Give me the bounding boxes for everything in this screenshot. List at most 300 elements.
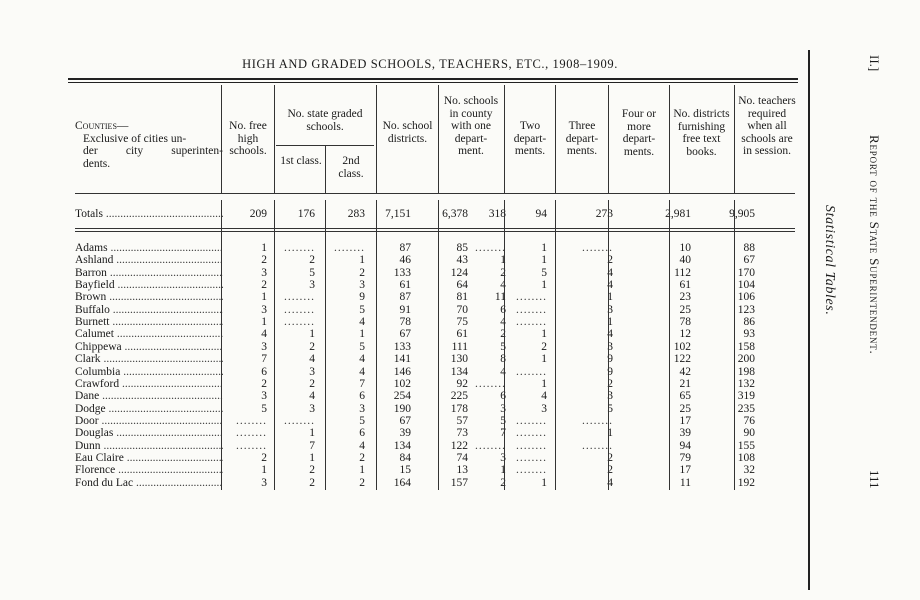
table-cell [464, 440, 506, 452]
table-cell: 32 [743, 464, 755, 477]
column-divider [325, 145, 326, 193]
table-cell [561, 440, 613, 452]
table-cell: 104 [737, 279, 755, 292]
table-cell: 7 [261, 353, 267, 366]
table-cell: 10 [679, 242, 691, 254]
empty-cell-leader: ........ [582, 439, 613, 452]
column-divider [555, 200, 556, 490]
county-name: Barron ..... [75, 267, 223, 279]
table-cell: 4 [541, 390, 547, 403]
table-cell [221, 440, 267, 452]
empty-cell-leader: ........ [475, 439, 506, 452]
table-cell: 65 [679, 390, 691, 403]
table-cell: 75 [456, 316, 468, 329]
page-title: HIGH AND GRADED SCHOOLS, TEACHERS, ETC., 1908–1909. [242, 57, 618, 71]
table-cell: 111 [451, 340, 468, 353]
table-cell: 4 [607, 266, 613, 279]
table-cell: 4 [261, 328, 267, 341]
table-cell: 40 [679, 254, 691, 267]
table-cell: 79 [679, 451, 691, 464]
table-cell: 84 [399, 451, 411, 464]
table-cell: 3 [607, 390, 613, 403]
graded-divider [276, 145, 374, 146]
table-cell: 25 [679, 303, 691, 316]
table-cell: 2 [261, 451, 267, 464]
header-second-class: 2nd class. [338, 155, 364, 180]
table-cell: 3 [309, 279, 315, 292]
totals-label: Totals ..... [75, 208, 223, 220]
table-cell: 170 [737, 266, 755, 279]
table-cell: 1 [607, 316, 613, 329]
table-cell: 7 [309, 439, 315, 452]
table-cell: 318 [488, 208, 506, 220]
table-cell: 9 [359, 291, 365, 304]
table-cell: 1 [541, 353, 547, 366]
table-cell: 6,378 [442, 208, 468, 220]
table-cell: 6 [500, 303, 506, 316]
table-cell: 17 [679, 414, 691, 427]
empty-cell-leader: ........ [582, 414, 613, 427]
table-cell: 141 [393, 353, 411, 366]
table-cell: 4 [500, 365, 506, 378]
table-cell: 61 [399, 279, 411, 292]
table-cell: 92 [456, 377, 468, 390]
table-cell: 225 [450, 390, 468, 403]
table-cell: 2 [359, 476, 365, 489]
table-cell: 190 [393, 402, 411, 415]
table-cell: 2 [309, 476, 315, 489]
empty-cell-leader: ........ [516, 303, 547, 316]
table-cell: 1 [309, 451, 315, 464]
counties-sub1: Exclusive of cities un- [83, 132, 187, 145]
county-name: Calumet ..... [75, 328, 223, 340]
table-cell: 9 [607, 365, 613, 378]
table-cell: 2 [500, 476, 506, 489]
table-cell: 46 [399, 254, 411, 267]
county-name: Dodge ..... [75, 403, 223, 415]
empty-cell-leader: ........ [236, 439, 267, 452]
header-teachers: No. teachers required when all schools are in session. [738, 95, 796, 157]
table-cell: 2 [500, 328, 506, 341]
table-cell: 178 [450, 402, 468, 415]
table-cell: 157 [450, 476, 468, 489]
table-cell: 319 [737, 390, 755, 403]
table-cell: 3 [309, 402, 315, 415]
table-cell: 5 [261, 402, 267, 415]
table-cell: 4 [359, 439, 365, 452]
table-cell: 11 [494, 291, 506, 304]
table-cell: 6 [500, 390, 506, 403]
table-cell: 4 [309, 390, 315, 403]
table-cell: 2 [261, 254, 267, 267]
table-cell: 25 [679, 402, 691, 415]
table-cell: 64 [456, 279, 468, 292]
table-cell: 2 [261, 279, 267, 292]
table-cell: 122 [673, 353, 691, 366]
table-cell: 1 [359, 328, 365, 341]
table-cell: 192 [737, 476, 755, 489]
table-cell: 61 [679, 279, 691, 292]
empty-cell-leader: ........ [516, 464, 547, 477]
table-cell: 2,981 [665, 208, 691, 220]
column-divider [221, 200, 222, 490]
table-cell: 2 [309, 464, 315, 477]
table-cell: 6 [261, 365, 267, 378]
empty-cell-leader: ........ [284, 242, 315, 254]
section-title: Statistical Tables. [822, 205, 837, 316]
empty-cell-leader: ........ [236, 427, 267, 440]
table-cell: 164 [393, 476, 411, 489]
table-cell: 94 [679, 439, 691, 452]
table-cell: 3 [261, 476, 267, 489]
table-cell: 3 [261, 340, 267, 353]
column-divider [504, 200, 505, 490]
table-cell: 2 [500, 266, 506, 279]
column-divider [504, 85, 505, 193]
table-cell: 2 [607, 464, 613, 477]
column-divider [376, 200, 377, 490]
table-cell: 11 [679, 476, 691, 489]
table-cell [505, 316, 547, 328]
table-cell: 13 [456, 464, 468, 477]
page-number: 111 [867, 470, 882, 489]
table-cell [269, 316, 315, 328]
table-cell: 4 [309, 353, 315, 366]
table-cell [505, 440, 547, 452]
header-state-graded: No. state graded schools. [287, 108, 363, 133]
table-cell [269, 304, 315, 316]
table-cell: 81 [456, 291, 468, 304]
table-cell: 133 [393, 266, 411, 279]
column-divider [608, 85, 609, 193]
table-cell [505, 304, 547, 316]
table-cell: 1 [261, 242, 267, 254]
column-divider [438, 200, 439, 490]
table-cell: 94 [535, 208, 547, 220]
table-cell: 133 [393, 340, 411, 353]
empty-cell-leader: ........ [334, 242, 365, 254]
column-divider [274, 200, 275, 490]
table-cell [505, 366, 547, 378]
table-cell: 5 [541, 266, 547, 279]
counties-head: Counties— [75, 120, 129, 132]
sidebar-rule [808, 50, 810, 590]
table-cell: 3 [607, 340, 613, 353]
column-divider [669, 85, 670, 193]
empty-cell-leader: ........ [516, 427, 547, 440]
county-name: Chippewa ..... [75, 341, 223, 353]
table-cell: 4 [607, 328, 613, 341]
table-cell: 1 [541, 328, 547, 341]
table-cell: 1 [541, 242, 547, 254]
table-cell: 1 [261, 464, 267, 477]
part-marker: II.] [867, 55, 882, 72]
county-name: Dane ..... [75, 390, 223, 402]
table-cell [505, 415, 547, 427]
table-cell: 86 [743, 316, 755, 329]
totals-rule [75, 228, 795, 229]
column-divider [376, 85, 377, 193]
table-cell: 176 [297, 208, 315, 220]
column-divider [669, 200, 670, 490]
header-one-dept: No. schools in county with one depart- ment. [443, 95, 499, 157]
table-cell: 122 [450, 439, 468, 452]
table-cell: 67 [399, 414, 411, 427]
county-name: Brown ..... [75, 291, 223, 303]
table-cell: 200 [737, 353, 755, 366]
table-cell: 209 [249, 208, 267, 220]
table-cell: 102 [393, 377, 411, 390]
column-divider [438, 85, 439, 193]
empty-cell-leader: ........ [516, 451, 547, 464]
table-cell: 1 [359, 254, 365, 267]
county-name: Columbia ..... [75, 366, 223, 378]
empty-cell-leader: ........ [516, 439, 547, 452]
table-cell: 155 [737, 439, 755, 452]
table-cell [269, 291, 315, 303]
column-divider [734, 200, 735, 490]
table-cell: 5 [359, 303, 365, 316]
table-cell [505, 452, 547, 464]
county-name: Crawford ..... [75, 378, 223, 390]
table-cell: 67 [743, 254, 755, 267]
empty-cell-leader: ........ [475, 242, 506, 254]
table-cell: 283 [347, 208, 365, 220]
empty-cell-leader: ........ [284, 303, 315, 316]
table-cell: 4 [607, 279, 613, 292]
table-cell: 273 [595, 208, 613, 220]
table-cell: 5 [359, 340, 365, 353]
table-cell: 91 [399, 303, 411, 316]
table-cell: 146 [393, 365, 411, 378]
table-cell: 88 [743, 242, 755, 254]
table-cell: 112 [674, 266, 691, 279]
table-cell: 39 [399, 427, 411, 440]
column-divider [274, 85, 275, 193]
table-cell: 7 [359, 377, 365, 390]
table-cell: 93 [743, 328, 755, 341]
empty-cell-leader: ........ [516, 316, 547, 329]
table-cell [561, 415, 613, 427]
table-cell: 2 [359, 266, 365, 279]
table-cell: 8 [500, 353, 506, 366]
table-cell: 2 [607, 377, 613, 390]
table-cell: 2 [359, 451, 365, 464]
table-cell: 2 [309, 340, 315, 353]
table-cell: 130 [450, 353, 468, 366]
table-cell: 5 [607, 402, 613, 415]
table-cell: 76 [743, 414, 755, 427]
table-cell: 5 [359, 414, 365, 427]
county-name: Ashland ..... [75, 254, 223, 266]
header-four-dept: Four or more depart- ments. [621, 108, 657, 158]
county-name: Clark ..... [75, 353, 223, 365]
table-cell: 198 [737, 365, 755, 378]
table-cell: 6 [359, 390, 365, 403]
table-cell: 3 [500, 451, 506, 464]
header-rule [68, 78, 798, 80]
empty-cell-leader: ........ [516, 291, 547, 304]
table-cell: 9,905 [729, 208, 755, 220]
counties-header [75, 120, 223, 170]
column-divider [555, 85, 556, 193]
table-cell: 2 [309, 377, 315, 390]
header-three-dept: Three depart- ments. [565, 120, 599, 157]
table-cell: 2 [261, 377, 267, 390]
table-cell [505, 427, 547, 439]
table-cell [269, 415, 315, 427]
table-cell: 87 [399, 291, 411, 304]
table-cell: 4 [607, 476, 613, 489]
county-name: Door ..... [75, 415, 223, 427]
table-cell: 85 [456, 242, 468, 254]
table-cell: 42 [679, 365, 691, 378]
table-cell: 3 [541, 402, 547, 415]
table-cell: 1 [607, 291, 613, 304]
table-cell: 2 [541, 340, 547, 353]
table-cell: 5 [500, 340, 506, 353]
table-cell [464, 242, 506, 254]
column-divider [608, 200, 609, 490]
empty-cell-leader: ........ [516, 414, 547, 427]
table-cell [505, 291, 547, 303]
county-name: Fond du Lac ..... [75, 477, 223, 489]
table-cell: 1 [359, 464, 365, 477]
table-cell: 4 [500, 279, 506, 292]
empty-cell-leader: ........ [582, 242, 613, 254]
table-cell: 1 [261, 316, 267, 329]
table-cell: 1 [500, 254, 506, 267]
table-cell: 235 [737, 402, 755, 415]
table-cell: 23 [679, 291, 691, 304]
table-cell: 4 [359, 353, 365, 366]
header-school-districts: No. school districts. [382, 120, 433, 145]
table-cell: 1 [309, 328, 315, 341]
table-cell: 132 [737, 377, 755, 390]
table-cell: 2 [607, 451, 613, 464]
table-cell: 1 [541, 279, 547, 292]
header-first-class: 1st class. [280, 155, 322, 167]
table-cell: 90 [743, 427, 755, 440]
table-cell: 61 [456, 328, 468, 341]
table-cell: 1 [541, 254, 547, 267]
header-bottom-rule [75, 193, 795, 194]
table-cell: 1 [309, 427, 315, 440]
county-name: Burnett ..... [75, 316, 223, 328]
county-name: Adams ..... [75, 242, 223, 254]
table-cell: 2 [309, 254, 315, 267]
table-cell: 5 [500, 414, 506, 427]
table-cell: 1 [607, 427, 613, 440]
table-cell: 124 [450, 266, 468, 279]
totals-rule-2 [75, 231, 795, 232]
table-cell: 5 [309, 266, 315, 279]
table-cell: 254 [393, 390, 411, 403]
empty-cell-leader: ........ [284, 291, 315, 304]
table-cell: 158 [737, 340, 755, 353]
table-cell: 15 [399, 464, 411, 477]
table-cell: 78 [679, 316, 691, 329]
table-cell: 70 [456, 303, 468, 316]
table-cell: 3 [500, 402, 506, 415]
table-cell: 4 [359, 365, 365, 378]
table-cell: 4 [359, 316, 365, 329]
table-cell: 73 [456, 427, 468, 440]
county-name: Douglas ..... [75, 427, 223, 439]
table-cell [269, 242, 315, 254]
column-divider [325, 200, 326, 490]
header-free-high: No. free high schools. [229, 120, 267, 157]
header-text-books: No. districts furnishing free text books. [673, 108, 730, 158]
table-cell: 17 [679, 464, 691, 477]
table-cell: 3 [261, 266, 267, 279]
table-cell: 78 [399, 316, 411, 329]
empty-cell-leader: ........ [475, 377, 506, 390]
table-cell: 21 [679, 377, 691, 390]
counties-sub3: dents. [83, 157, 111, 170]
table-cell: 7 [500, 427, 506, 440]
header-rule-thin [68, 82, 798, 83]
county-name: Buffalo ..... [75, 304, 223, 316]
empty-cell-leader: ........ [284, 316, 315, 329]
table-cell: 74 [456, 451, 468, 464]
table-cell: 1 [500, 464, 506, 477]
table-cell: 1 [541, 476, 547, 489]
table-cell: 102 [673, 340, 691, 353]
column-divider [734, 85, 735, 193]
empty-cell-leader: ........ [284, 414, 315, 427]
column-divider [221, 85, 222, 193]
table-cell: 1 [541, 377, 547, 390]
table-cell [464, 378, 506, 390]
table-cell: 3 [309, 365, 315, 378]
table-cell: 2 [607, 254, 613, 267]
table-cell: 57 [456, 414, 468, 427]
table-cell: 9 [607, 353, 613, 366]
county-name: Bayfield ..... [75, 279, 223, 291]
table-cell: 87 [399, 242, 411, 254]
header-two-dept: Two depart- ments. [513, 120, 547, 157]
table-cell: 123 [737, 303, 755, 316]
table-cell: 7,151 [385, 208, 411, 220]
empty-cell-leader: ........ [516, 365, 547, 378]
table-cell: 12 [679, 328, 691, 341]
table-cell: 3 [359, 402, 365, 415]
county-name: Eau Claire ..... [75, 452, 223, 464]
table-cell: 67 [399, 328, 411, 341]
table-cell: 108 [737, 451, 755, 464]
running-head: Report of the State Superintendent. [867, 135, 882, 355]
table-cell [221, 427, 267, 439]
table-cell: 3 [261, 390, 267, 403]
table-cell: 106 [737, 291, 755, 304]
table-cell [561, 242, 613, 254]
table-cell [221, 415, 267, 427]
counties-sub2: der city superinten- [83, 145, 223, 157]
table-cell: 3 [261, 303, 267, 316]
county-name: Florence ..... [75, 464, 223, 476]
table-cell: 43 [456, 254, 468, 267]
table-cell: 6 [359, 427, 365, 440]
empty-cell-leader: ........ [236, 414, 267, 427]
table-cell: 3 [359, 279, 365, 292]
table-cell: 4 [500, 316, 506, 329]
table-cell: 134 [450, 365, 468, 378]
table-cell: 39 [679, 427, 691, 440]
county-name: Dunn ..... [75, 440, 223, 452]
table-cell: 1 [261, 291, 267, 304]
table-cell: 134 [393, 439, 411, 452]
